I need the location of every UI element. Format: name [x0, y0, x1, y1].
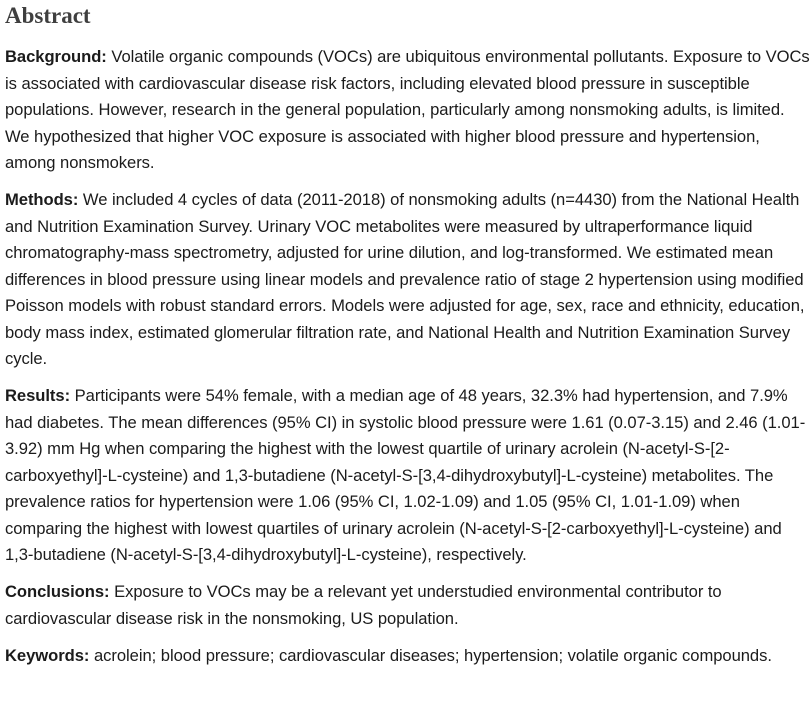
background-label: Background:	[5, 47, 107, 66]
keywords-text: acrolein; blood pressure; cardiovascular diseases; hypertension; volatile organic compounds.	[93, 645, 772, 665]
conclusions-label: Conclusions:	[5, 582, 110, 601]
conclusions-text: Exposure to VOCs may be a relevant yet understudied environmental contributor to cardiovascular disease risk in the nonsmoking, US population.	[5, 582, 722, 628]
results-paragraph	[5, 383, 810, 569]
methods-text: We included 4 cycles of data (2011-2018) of nonsmoking adults (n=4430) from the National Health and Nutrition Examination Survey. Urinary VOC metabolites were measured by ultraperformance liquid chromatography-mass spectrometry, adjusted for urine dilution, and log-transformed. We estimated mean differences in blood pressure using linear models and prevalence ratio of stage 2 hypertension using modified Poisson models with robust standard errors. Models were adjusted for age, sex, race and ethnicity, education, body mass index, estimated glomerular filtration rate, and National Health and Nutrition Examination Survey cycle.	[5, 190, 805, 368]
methods-paragraph	[5, 187, 810, 373]
keywords-paragraph	[5, 643, 810, 670]
results-text: Participants were 54% female, with a median age of 48 years, 32.3% had hypertension, and 7.9% had diabetes. The mean differences (95% CI) in systolic blood pressure were 1.61 (0.07-3.15) and 2.46 (1.01-3.92) mm Hg when comparing the highest with the lowest quartile of urinary acrolein (N-acetyl-S-[2-carboxyethyl]-L-cysteine) and 1,3-butadiene (N-acetyl-S-[3,4-dihydroxybutyl]-L-cysteine) metabolites. The prevalence ratios for hypertension were 1.06 (95% CI, 1.02-1.09) and 1.05 (95% CI, 1.01-1.09) when comparing the highest with lowest quartiles of urinary acrolein (N-acetyl-S-[2-carboxyethyl]-L-cysteine) and 1,3-butadiene (N-acetyl-S-[3,4-dihydroxybutyl]-L-cysteine), respectively.	[5, 386, 806, 564]
methods-label: Methods:	[5, 190, 79, 209]
keywords-label: Keywords:	[5, 645, 90, 665]
abstract-heading: Abstract	[5, 3, 91, 28]
results-label: Results:	[5, 386, 71, 405]
background-paragraph	[5, 44, 810, 177]
background-text: Volatile organic compounds (VOCs) are ubiquitous environmental pollutants. Exposure to VOCs is associated with cardiovascular disease risk factors, including elevated blood pressure in susceptible populations. However, research in the general population, particularly among nonsmoking adults, is limited. We hypothesized that higher VOC exposure is associated with higher blood pressure and hypertension, among nonsmokers.	[5, 47, 810, 172]
conclusions-paragraph	[5, 579, 810, 632]
abstract-section	[5, 0, 810, 680]
